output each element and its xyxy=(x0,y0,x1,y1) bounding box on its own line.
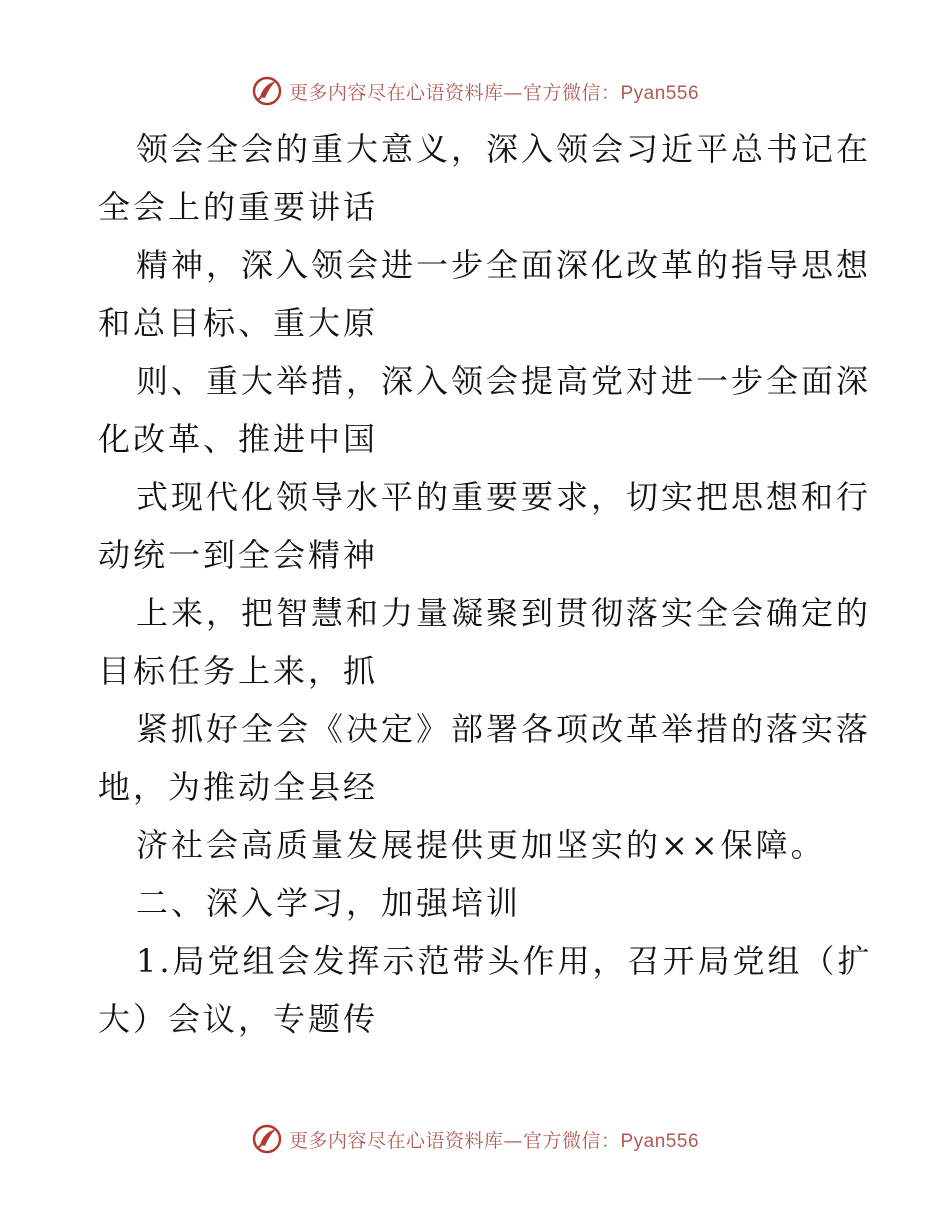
text-line: 精神，深入领会进一步全面深化改革的指导思想 xyxy=(136,246,872,284)
brand-logo-icon xyxy=(251,75,283,107)
header-watermark xyxy=(0,74,950,108)
text-line: 式现代化领导水平的重要要求，切实把思想和行 xyxy=(136,478,872,516)
watermark-text: 更多内容尽在心语资料库—官方微信：Pyan556 xyxy=(288,81,700,104)
text-line: 目标任务上来，抓 xyxy=(98,652,379,690)
text-line: 地，为推动全县经 xyxy=(98,768,379,806)
text-line: 大）会议，专题传 xyxy=(98,1000,379,1038)
text-line: 全会上的重要讲话 xyxy=(98,188,379,226)
watermark-text: 更多内容尽在心语资料库—官方微信：Pyan556 xyxy=(288,1129,700,1152)
text-line: 上来，把智慧和力量凝聚到贯彻落实全会确定的 xyxy=(136,594,872,632)
text-line: 济社会高质量发展提供更加坚实的××保障。 xyxy=(136,826,826,864)
text-line: 动统一到全会精神 xyxy=(98,536,379,574)
text-line: 紧抓好全会《决定》部署各项改革举措的落实落 xyxy=(136,710,872,748)
text-line: 1.局党组会发挥示范带头作用，召开局党组（扩 xyxy=(136,942,873,980)
text-line: 化改革、推进中国 xyxy=(98,420,379,458)
document-body xyxy=(98,120,873,1048)
text-line: 领会全会的重大意义，深入领会习近平总书记在 xyxy=(136,130,872,168)
footer-watermark xyxy=(0,1122,950,1156)
text-line: 和总目标、重大原 xyxy=(98,304,379,342)
text-line: 则、重大举措，深入领会提高党对进一步全面深 xyxy=(136,362,872,400)
text-line: 二、深入学习，加强培训 xyxy=(136,884,522,922)
brand-logo-icon xyxy=(251,1123,283,1155)
